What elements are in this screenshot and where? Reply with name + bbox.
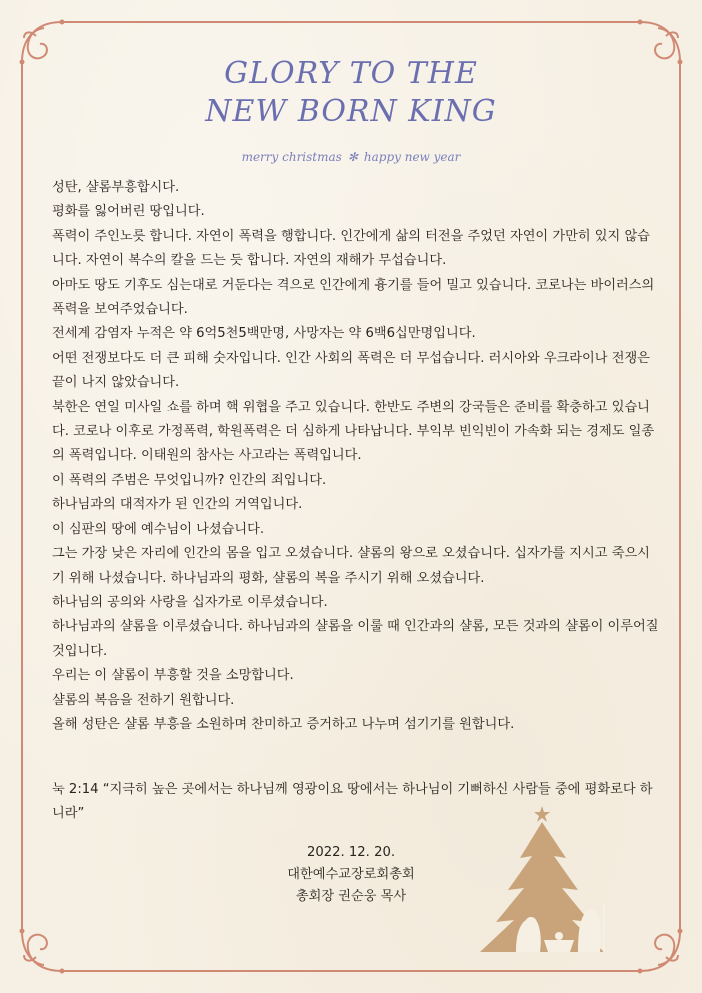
paragraph: 전세계 감염자 누적은 약 6억5천5백만명, 사망자는 약 6백6십만명입니다. [52, 326, 476, 342]
paragraph: 그는 가장 낮은 자리에 인간의 몸을 입고 오셨습니다. 샬롬의 왕으로 오셨습니다. 십자가를 지시고 죽으시기 위해 나셨습니다. 하나님과의 평화, 샬롬의 복을 주시기 위해 오셨습니다. [52, 546, 650, 586]
paragraph: 어떤 전쟁보다도 더 큰 피해 숫자입니다. 인간 사회의 폭력은 더 무섭습니다. 러시아와 우크라이나 전쟁은 끝이 나지 않았습니다. [52, 350, 650, 391]
paragraph: 평화를 잃어버린 땅입니다. [52, 204, 205, 220]
paragraph: 폭력이 주인노릇 합니다. 자연이 폭력을 행합니다. 인간에게 삶의 터전을 주었던 자연이 가만히 있지 않습니다. 자연이 복수의 칼을 드는 듯 합니다. 자연의 재해가 무섭습니다. [52, 228, 650, 269]
bible-verse: 눅 2:14 “지극히 높은 곳에서는 하나님께 영광이요 땅에서는 하나님이 기뻐하신 사람들 중에 평화로다 하니라” [52, 782, 653, 822]
letter-body [52, 176, 662, 737]
paragraph: 이 폭력의 주범은 무엇입니까? 인간의 죄입니다. [52, 472, 327, 488]
paragraph: 하나님의 공의와 사랑을 십자가로 이루셨습니다. [52, 594, 328, 610]
paragraph: 하나님과의 샬롬을 이루셨습니다. 하나님과의 샬롬을 이룰 때 인간과의 샬롬, 모든 것과의 샬롬이 이루어질 것입니다. [52, 619, 659, 659]
signatory: 총회장 권순웅 목사 [295, 889, 407, 904]
paragraph: 북한은 연일 미사일 쇼를 하며 핵 위협을 주고 있습니다. 한반도 주변의 강국들은 준비를 확충하고 있습니다. 코로나 이후로 가정폭력, 학원폭력은 더 심하게 나타납니다. 부익부 빈익빈이 가속화 되는 경제도 일종의 폭력입니다. 이태원의 참사는 사고라는 폭력입니다. [52, 399, 655, 464]
paragraph: 성탄, 샬롬부흥합시다. [52, 180, 180, 195]
paragraph: 아마도 땅도 기후도 심는대로 거둔다는 격으로 인간에게 흉기를 들어 밀고 있습니다. 코로나는 바이러스의 폭력을 보여주었습니다. [52, 277, 655, 318]
title-line-1: GLORY TO THE [224, 56, 478, 91]
paragraph: 하나님과의 대적자가 된 인간의 거역입니다. [52, 497, 303, 513]
title-line-2: NEW BORN KING [205, 94, 497, 129]
paragraph: 우리는 이 샬롬이 부흥할 것을 소망합니다. [52, 668, 294, 684]
christmas-tree-nativity-icon [450, 800, 630, 960]
snowflake-icon: ✻ [347, 150, 358, 164]
letter-date: 2022. 12. 20. [306, 845, 396, 860]
subtitle-happy-new-year: happy new year [363, 150, 461, 164]
paragraph: 올해 성탄은 샬롬 부흥을 소원하며 찬미하고 증거하고 나누며 섬기기를 원합니다. [52, 716, 515, 732]
paragraph: 샬롬의 복음을 전하기 원합니다. [52, 692, 235, 708]
subtitle [0, 150, 702, 164]
subtitle-merry-christmas: merry christmas [241, 150, 342, 164]
paragraph: 이 심판의 땅에 예수님이 나셨습니다. [52, 521, 265, 537]
organization-name: 대한예수교장로회총회 [287, 867, 415, 882]
